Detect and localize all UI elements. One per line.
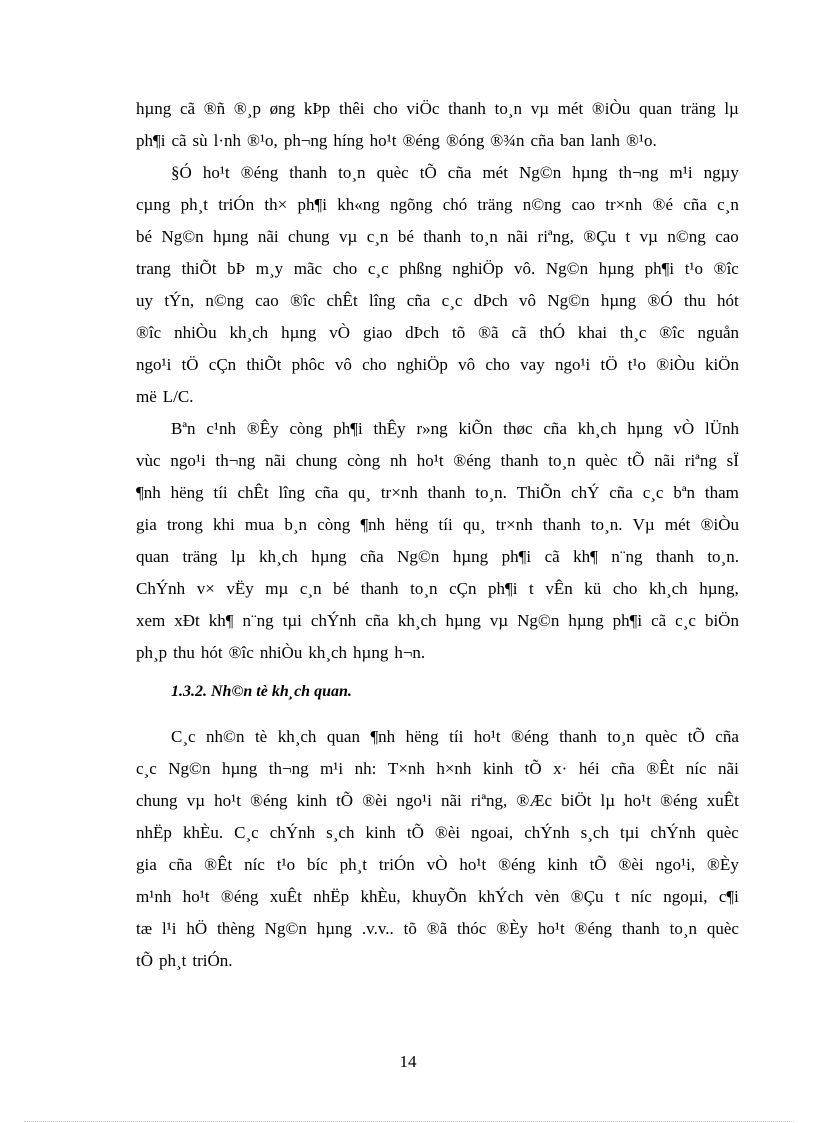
paragraph bbox=[136, 721, 739, 977]
text-line: ®îc nhiÒu kh¸ch hµng vÒ giao dÞch tõ ®ã cã thÓ khai th¸c ®îc nguån bbox=[136, 323, 739, 342]
text-line: nhËp khÈu. C¸c chÝnh s¸ch kinh tÕ ®èi ngoai, chÝnh s¸ch tµi chÝnh quèc bbox=[136, 823, 739, 842]
page-bottom-rule bbox=[24, 1121, 794, 1122]
text-line: ph¶i cã sù l·nh ®¹o, ph¬ng híng ho¹t ®éng ®óng ®¾n cña ban lanh ®¹o. bbox=[136, 131, 657, 150]
text-line: ¶nh hëng tíi chÊt lîng cña qu¸ tr×nh thanh to¸n. ThiÕn chÝ cña c¸c bªn tham bbox=[136, 483, 739, 502]
text-line: chung vµ ho¹t ®éng kinh tÕ ®èi ngo¹i nãi riªng, ®Æc biÖt lµ ho¹t ®éng xuÊt bbox=[136, 791, 739, 810]
paragraph bbox=[136, 157, 739, 413]
paragraph bbox=[136, 413, 739, 669]
page-number: 14 bbox=[399, 1052, 417, 1071]
text-line: uy tÝn, n©ng cao ®îc chÊt lîng cña c¸c dÞch vô Ng©n hµng ®Ó thu hót bbox=[136, 291, 739, 310]
text-line: ChÝnh v× vËy mµ c¸n bé thanh to¸n cÇn ph¶i t vÊn kü cho kh¸ch hµng, bbox=[136, 579, 739, 598]
text-line: quan träng lµ kh¸ch hµng cña Ng©n hµng ph¶i cã kh¶ n¨ng thanh to¸n. bbox=[136, 547, 739, 566]
text-line: gia cña ®Êt níc t¹o bíc ph¸t triÓn vÒ ho¹t ®éng kinh tÕ ®èi ngo¹i, ®Èy bbox=[136, 855, 739, 874]
text-line: hµng cã ®ñ ®¸p øng kÞp thêi cho viÖc thanh to¸n vµ mét ®iÒu quan träng lµ bbox=[136, 99, 739, 118]
text-line: C¸c nh©n tè kh¸ch quan ¶nh hëng tíi ho¹t ®éng thanh to¸n quèc tÕ cña bbox=[171, 727, 739, 746]
text-line: trang thiÕt bÞ m¸y mãc cho c¸c phßng nghiÖp vô. Ng©n hµng ph¶i t¹o ®îc bbox=[136, 259, 739, 278]
text-line: ph¸p thu hót ®îc nhiÒu kh¸ch hµng h¬n. bbox=[136, 643, 426, 662]
paragraph bbox=[136, 93, 739, 157]
text-line: vùc ngo¹i th¬ng nãi chung còng nh ho¹t ®éng thanh to¸n quèc tÕ nãi riªng sÏ bbox=[136, 451, 739, 470]
document-body bbox=[136, 93, 739, 977]
text-line: tæ l¹i hÖ thèng Ng©n hµng .v.v.. tõ ®ã thóc ®Èy ho¹t ®éng thanh to¸n quèc bbox=[136, 919, 739, 938]
text-line: m¹nh ho¹t ®éng xuÊt nhËp khÈu, khuyÕn khÝch vèn ®Çu t níc ngoµi, c¶i bbox=[136, 887, 739, 906]
text-line: bé Ng©n hµng nãi chung vµ c¸n bé thanh to¸n nãi riªng, ®Çu t vµ n©ng cao bbox=[136, 227, 739, 246]
text-line: Bªn c¹nh ®Êy còng ph¶i thÊy r»ng kiÕn thøc cña kh¸ch hµng vÒ lÜnh bbox=[171, 419, 739, 438]
text-line: cµng ph¸t triÓn th× ph¶i kh«ng ngõng chó träng n©ng cao tr×nh ®é cña c¸n bbox=[136, 195, 739, 214]
text-line: gia trong khi mua b¸n còng ¶nh hëng tíi qu¸ tr×nh thanh to¸n. Vµ mét ®iÒu bbox=[136, 515, 739, 534]
text-line: §Ó ho¹t ®éng thanh to¸n quèc tÕ cña mét Ng©n hµng th¬ng m¹i ngµy bbox=[171, 163, 739, 182]
text-line: c¸c Ng©n hµng th¬ng m¹i nh: T×nh h×nh kinh tÕ x· héi cña ®Êt níc nãi bbox=[136, 759, 739, 778]
text-line: tÕ ph¸t triÓn. bbox=[136, 951, 233, 970]
section-heading: 1.3.2. Nh©n tè kh¸ch quan. bbox=[171, 683, 352, 700]
text-line: xem xÐt kh¶ n¨ng tµi chÝnh cña kh¸ch hµng vµ Ng©n hµng ph¶i cã c¸c biÖn bbox=[136, 611, 739, 630]
text-line: më L/C. bbox=[136, 387, 194, 406]
text-line: ngo¹i tÖ cÇn thiÕt phôc vô cho nghiÖp vô cho vay ngo¹i tÖ t¹o ®iÒu kiÖn bbox=[136, 355, 739, 374]
